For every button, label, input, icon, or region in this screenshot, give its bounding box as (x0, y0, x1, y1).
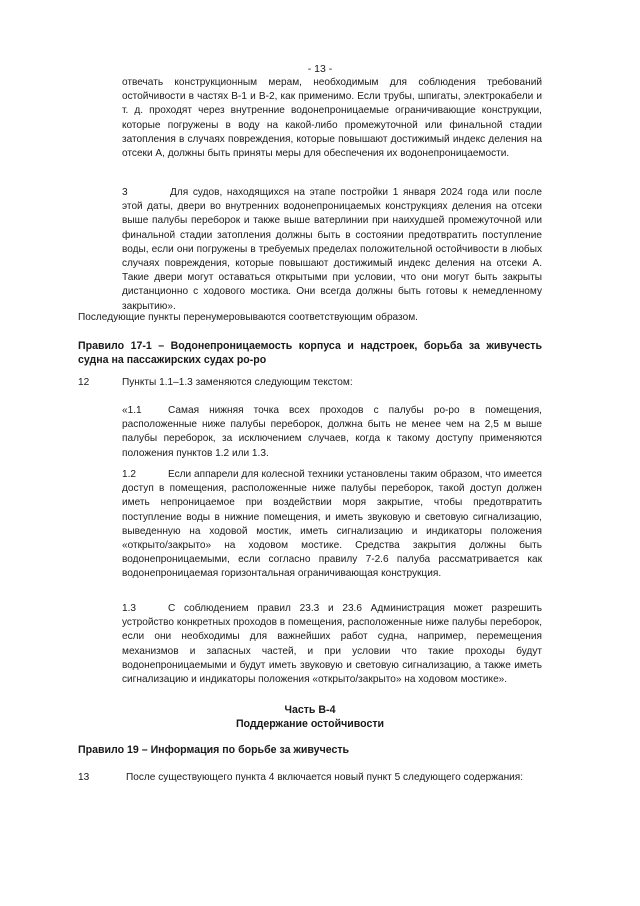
item-12-text: Пункты 1.1–1.3 заменяются следующим текстом: (122, 377, 353, 388)
item-13-number: 13 (78, 772, 90, 783)
item-12-number: 12 (78, 377, 90, 388)
quoted-1-3-text: С соблюдением правил 23.3 и 23.6 Администрация может разрешить устройство конкретных проходов в помещения, расположенные ниже палубы переборок, если они необходимы для важнейших работ судна, например, перемещения механизмов и запасных частей, и при условии что такие проходы будут водонепроницаемыми и будут иметь звуковую и световую сигнализацию, а также иметь сигнализацию и индикаторы положения «открыто/закрыто» на ходовом мостике». (122, 603, 542, 686)
renumber-note: Последующие пункты перенумеровываются соответствующим образом. (78, 312, 418, 323)
page-number: - 13 - (307, 63, 333, 75)
part-b4-title: Часть В-4 (284, 704, 336, 716)
quoted-1-3 (122, 602, 542, 687)
quoted-1-1-text: Самая нижняя точка всех проходов с палубы ро-ро в помещения, расположенные ниже палубы переборок, должна быть не менее чем на 2,5 м выше палубы переборок, за исключением случаев, когда к такому доступу применяются положения пунктов 1.2 или 1.3. (122, 405, 542, 459)
quoted-1-3-number: 1.3 (122, 603, 137, 614)
quoted-1-2-number: 1.2 (122, 469, 137, 480)
paragraph-continuation: отвечать конструкционным мерам, необходимым для соблюдения требований остойчивости в частях В-1 и В-2, как применимо. Если трубы, шпигаты, электрокабели и т. д. проходят через внутренние водонепроницаемые ограничивающие конструкции, которые погружены в воду на какой-либо промежуточной или финальной стадии затопления в случаях повреждения, которые повышают достижимый индекс деления на отсеки A, должны быть приняты меры для обеспечения их водонепроницаемости. (122, 77, 542, 160)
quoted-1-1 (122, 404, 542, 461)
rule-17-1-heading: Правило 17-1 – Водонепроницаемость корпуса и надстроек, борьба за живучесть судна на пассажирских судах ро-ро (78, 340, 542, 367)
item-13 (78, 771, 542, 785)
paragraph-3 (122, 186, 542, 314)
rule-19-heading: Правило 19 – Информация по борьбе за живучесть (78, 744, 350, 756)
paragraph-3-text: Для судов, находящихся на этапе постройки 1 января 2024 года или после этой даты, двери во внутренних водонепроницаемых конструкциях деления на отсеки выше палубы переборок и также выше ватерлинии при наихудшей промежуточной или финальной стадии затопления должны быть в состоянии предотвратить поступление воды, если они погружены в требуемых пределах положительной остойчивости в любых случаях повреждения, которые повышают достижимый индекс деления на отсеки A. Такие двери могут оставаться открытыми при условии, что они могут быть закрыты дистанционно с ходового мостика. Они всегда должны быть готовы к немедленному закрытию». (122, 187, 542, 312)
quoted-1-1-number: «1.1 (122, 405, 142, 416)
quoted-1-2 (122, 468, 542, 582)
part-b4-subtitle: Поддержание остойчивости (235, 718, 385, 730)
item-13-text: После существующего пункта 4 включается новый пункт 5 следующего содержания: (126, 772, 524, 783)
paragraph-3-number: 3 (122, 187, 128, 198)
quoted-1-2-text: Если аппарели для колесной техники установлены таким образом, что имеется доступ в помещения, расположенные ниже палубы переборок, такой доступ должен иметь непроницаемое при воздействии моря закрытие, чтобы предотвратить поступление воды в нижние помещения, и иметь звуковую и световую сигнализацию, выведенную на ходовой мостик, иметь сигнализацию и индикаторы положения «открыто/закрыто» на ходовом мостике. Средства закрытия должны быть водонепроницаемыми, если согласно правилу 7-2.6 палуба рассматривается как водонепроницаемая горизонтальная ограничивающая конструкция. (122, 469, 542, 580)
